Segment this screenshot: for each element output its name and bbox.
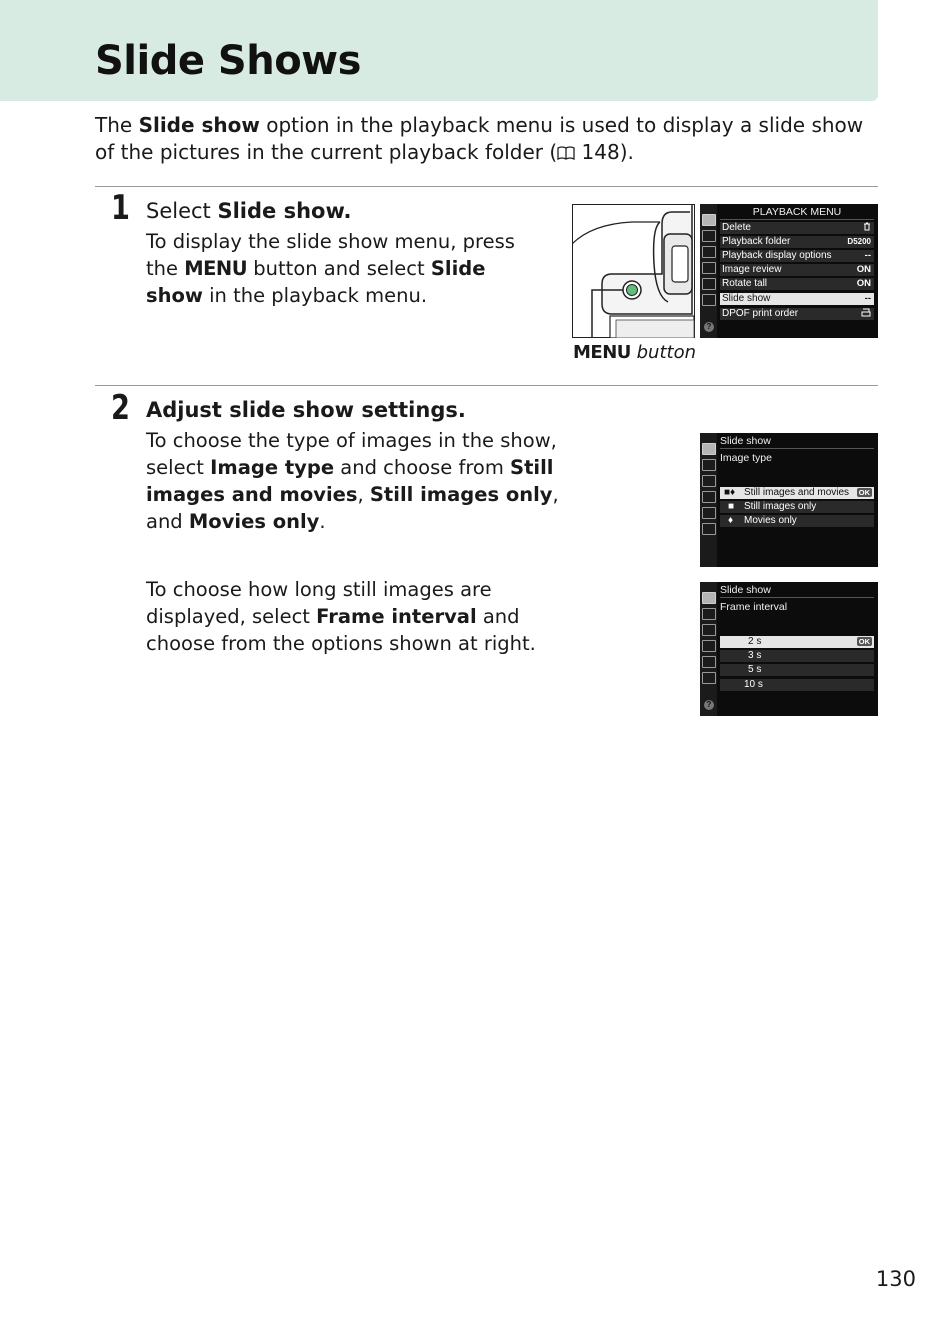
option-2s[interactable] <box>720 636 874 648</box>
menu-sidebar <box>700 204 717 338</box>
step-number: 2 <box>111 388 130 428</box>
image-type-screen <box>700 433 878 567</box>
option-label: Still images and movies <box>744 487 850 498</box>
header-divider <box>720 219 874 220</box>
menu-item-value: -- <box>864 293 871 304</box>
divider <box>95 186 878 187</box>
menu-item-value: -- <box>864 250 871 261</box>
menu-item-label: Playback folder <box>722 236 791 247</box>
divider <box>95 385 878 386</box>
custom-settings-tab-icon <box>702 624 716 636</box>
print-icon <box>861 308 871 321</box>
menu-button-icon: MENU <box>573 342 631 363</box>
menu-header: Slide show <box>720 435 771 447</box>
menu-item-label: DPOF print order <box>722 308 799 319</box>
option-movies-only[interactable] <box>720 515 874 527</box>
menu-item-dpof-print-order[interactable] <box>720 308 874 320</box>
body-text: . <box>319 510 326 533</box>
header-divider <box>720 597 874 598</box>
ok-icon: OK <box>858 637 870 646</box>
setup-tab-icon <box>702 262 716 274</box>
step-title <box>146 199 352 223</box>
step-number: 1 <box>111 188 130 228</box>
intro-paragraph <box>95 112 875 166</box>
menu-sidebar <box>700 433 717 567</box>
custom-settings-tab-icon <box>702 475 716 487</box>
shooting-tab-icon <box>702 230 716 242</box>
retouch-tab-icon <box>702 507 716 519</box>
option-label: Movies only <box>744 515 797 526</box>
page-title: Slide Shows <box>95 38 361 84</box>
body-text: , <box>357 483 370 506</box>
intro-bold: Slide show <box>138 113 260 137</box>
menu-item-playback-display-options[interactable] <box>720 250 874 262</box>
menu-item-label: Slide show <box>722 293 771 304</box>
menu-item-value: ON <box>856 278 871 289</box>
caption-text: button <box>636 342 696 363</box>
step-body <box>146 427 566 535</box>
trash-icon <box>863 222 871 235</box>
menu-header: PLAYBACK MENU <box>752 206 842 218</box>
intro-text: The <box>95 113 139 137</box>
option-label: Still images only <box>744 501 817 512</box>
option-label: 2 s <box>748 636 762 647</box>
playback-tab-icon <box>702 443 716 455</box>
body-text: To choose the type of images in the show, select <box>146 429 557 479</box>
my-menu-tab-icon <box>702 294 716 306</box>
option-label: 10 s <box>744 679 763 690</box>
ok-icon: OK <box>858 488 870 497</box>
body-text: , and <box>146 483 559 533</box>
step-body <box>146 228 546 309</box>
body-bold: Movies only <box>188 510 320 533</box>
retouch-tab-icon <box>702 278 716 290</box>
body-text: in the playback menu. <box>202 284 428 307</box>
option-3s[interactable] <box>720 650 874 662</box>
body-bold: Slide show <box>146 257 486 307</box>
retouch-tab-icon <box>702 656 716 668</box>
custom-settings-tab-icon <box>702 246 716 258</box>
camera-icon: ■ <box>728 501 735 512</box>
header-divider <box>720 448 874 449</box>
body-bold: Still images only <box>369 483 553 506</box>
step-body <box>146 576 576 657</box>
menu-item-image-review[interactable] <box>720 264 874 276</box>
menu-item-label: Playback display options <box>722 250 832 261</box>
menu-item-value: ON <box>856 264 871 275</box>
camera-movie-icon: ■♦ <box>724 487 736 498</box>
body-bold: Still images and movies <box>146 456 554 506</box>
body-bold: Image type <box>210 456 335 479</box>
menu-sidebar <box>700 582 717 716</box>
help-icon: ? <box>704 322 714 332</box>
my-menu-tab-icon <box>702 672 716 684</box>
option-5s[interactable] <box>720 664 874 676</box>
menu-subheader: Frame interval <box>720 601 788 613</box>
shooting-tab-icon <box>702 459 716 471</box>
menu-subheader: Image type <box>720 452 772 464</box>
help-icon: ? <box>704 700 714 710</box>
body-text: and choose from <box>334 456 511 479</box>
menu-item-label: Rotate tall <box>722 278 768 289</box>
setup-tab-icon <box>702 640 716 652</box>
playback-menu-screen <box>700 204 878 338</box>
menu-item-playback-folder[interactable] <box>720 236 874 248</box>
body-text: and choose from the options shown at right. <box>146 605 536 655</box>
page-number: 130 <box>875 1267 916 1291</box>
body-text: To choose how long still images are displayed, select <box>146 578 492 628</box>
body-bold: Frame interval <box>316 605 477 628</box>
step-title-text: Select <box>146 199 218 223</box>
menu-item-label: Image review <box>722 264 782 275</box>
my-menu-tab-icon <box>702 523 716 535</box>
menu-item-delete[interactable] <box>720 222 874 234</box>
menu-item-value: D5200 <box>847 237 871 246</box>
playback-tab-icon <box>702 592 716 604</box>
menu-item-rotate-tall[interactable] <box>720 278 874 290</box>
body-text: To display the slide show menu, press the <box>146 230 515 280</box>
menu-item-label: Delete <box>722 222 751 233</box>
intro-text: option in the playback menu is used to display a slide show of the pictures in the current playback folder ( <box>95 113 864 164</box>
page-reference-link[interactable]: 148 <box>581 140 620 164</box>
option-label: 5 s <box>748 664 762 675</box>
menu-button-icon: MENU <box>184 257 248 280</box>
option-10s[interactable] <box>720 679 874 691</box>
body-text: button and select <box>247 257 431 280</box>
menu-header: Slide show <box>720 584 771 596</box>
menu-item-slide-show[interactable] <box>720 293 874 305</box>
option-still-images-and-movies[interactable] <box>720 487 874 499</box>
frame-interval-screen <box>700 582 878 716</box>
menu-button-caption <box>573 342 696 363</box>
intro-text: ). <box>619 140 634 164</box>
book-icon <box>557 146 575 160</box>
playback-tab-icon <box>702 214 716 226</box>
step-title: Adjust slide show settings. <box>146 398 466 422</box>
camera-back-illustration <box>572 204 695 338</box>
movie-icon: ♦ <box>728 515 734 526</box>
option-label: 3 s <box>748 650 762 661</box>
setup-tab-icon <box>702 491 716 503</box>
option-still-images-only[interactable] <box>720 501 874 513</box>
step-title-bold: Slide show. <box>217 199 352 223</box>
shooting-tab-icon <box>702 608 716 620</box>
